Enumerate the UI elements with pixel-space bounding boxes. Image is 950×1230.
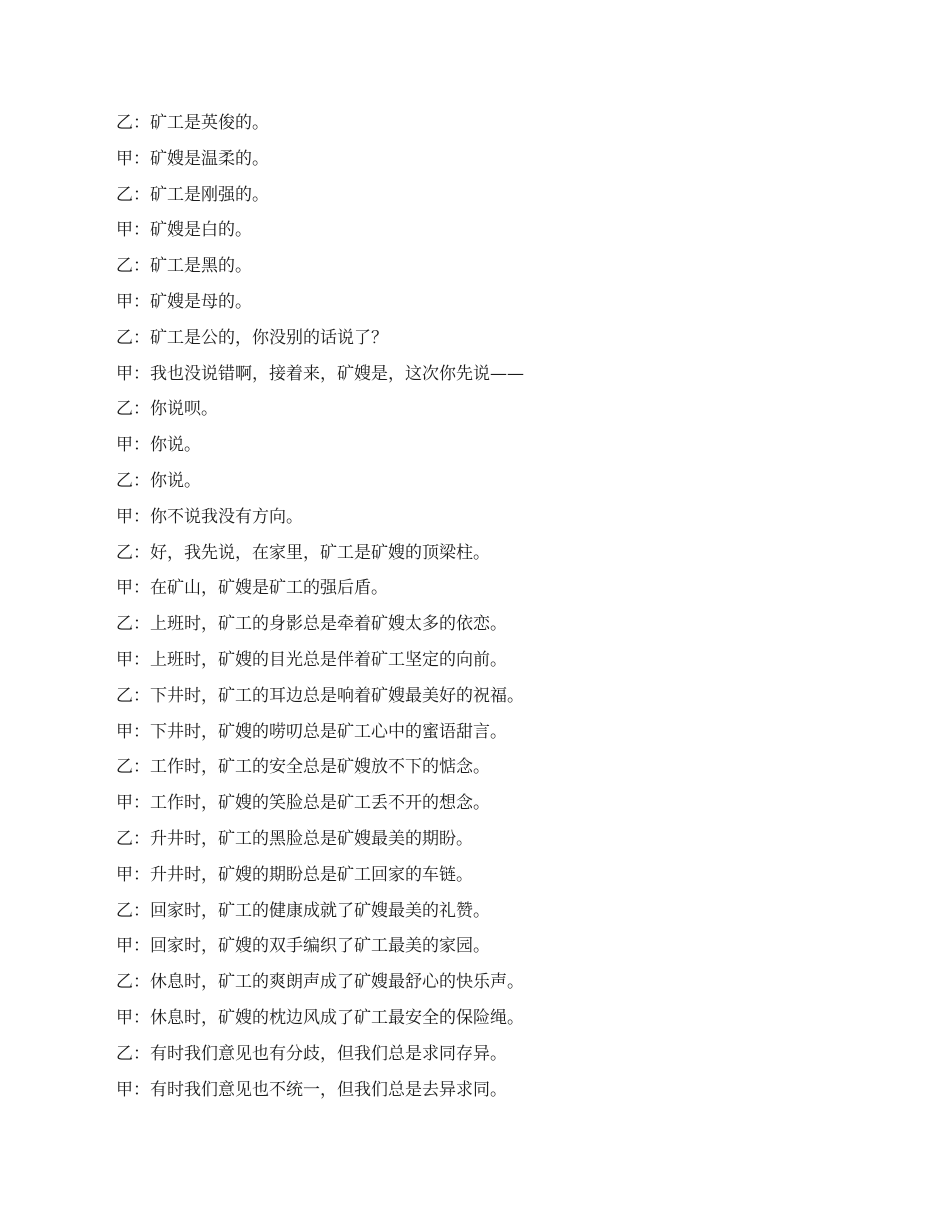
dialogue-line: 甲：工作时，矿嫂的笑脸总是矿工丢不开的想念。 (116, 793, 490, 814)
dialogue-line: 乙：你说。 (116, 470, 201, 491)
dialogue-line: 甲：矿嫂是温柔的。 (116, 148, 269, 169)
dialogue-line: 乙：矿工是刚强的。 (116, 184, 269, 205)
dialogue-line: 甲：矿嫂是白的。 (116, 220, 252, 241)
dialogue-line: 乙：下井时，矿工的耳边总是响着矿嫂最美好的祝福。 (116, 685, 524, 706)
dialogue-line: 甲：你不说我没有方向。 (116, 506, 303, 527)
dialogue-line: 甲：上班时，矿嫂的目光总是伴着矿工坚定的向前。 (116, 649, 507, 670)
dialogue-line: 甲：休息时，矿嫂的枕边风成了矿工最安全的保险绳。 (116, 1007, 524, 1028)
dialogue-line: 乙：矿工是公的，你没别的话说了？ (116, 327, 388, 348)
dialogue-line: 乙：回家时，矿工的健康成就了矿嫂最美的礼赞。 (116, 900, 490, 921)
dialogue-line: 甲：你说。 (116, 435, 201, 456)
dialogue-line: 乙：矿工是黑的。 (116, 256, 252, 277)
dialogue-list (116, 106, 896, 1108)
dialogue-line: 甲：回家时，矿嫂的双手编织了矿工最美的家园。 (116, 936, 490, 957)
dialogue-line: 甲：我也没说错啊，接着来，矿嫂是，这次你先说—— (116, 363, 524, 384)
dialogue-line: 乙：升井时，矿工的黑脸总是矿嫂最美的期盼。 (116, 828, 473, 849)
dialogue-line: 甲：下井时，矿嫂的唠叨总是矿工心中的蜜语甜言。 (116, 721, 507, 742)
dialogue-line: 甲：升井时，矿嫂的期盼总是矿工回家的车链。 (116, 864, 473, 885)
dialogue-line: 甲：在矿山，矿嫂是矿工的强后盾。 (116, 578, 388, 599)
dialogue-line: 乙：上班时，矿工的身影总是牵着矿嫂太多的依恋。 (116, 614, 507, 635)
dialogue-line: 乙：有时我们意见也有分歧，但我们总是求同存异。 (116, 1043, 507, 1064)
dialogue-line: 乙：你说呗。 (116, 399, 218, 420)
dialogue-line: 乙：工作时，矿工的安全总是矿嫂放不下的惦念。 (116, 757, 490, 778)
dialogue-line: 乙：好，我先说，在家里，矿工是矿嫂的顶梁柱。 (116, 542, 490, 563)
dialogue-line: 乙：矿工是英俊的。 (116, 113, 269, 133)
dialogue-line: 甲：有时我们意见也不统一，但我们总是去异求同。 (116, 1079, 507, 1100)
dialogue-line: 乙：休息时，矿工的爽朗声成了矿嫂最舒心的快乐声。 (116, 972, 524, 993)
dialogue-line: 甲：矿嫂是母的。 (116, 291, 252, 312)
